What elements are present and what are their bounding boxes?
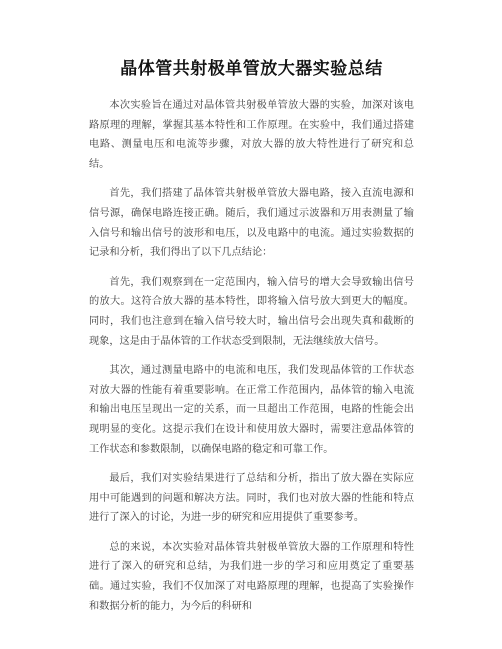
- paragraph-measurement: 其次，通过测量电路中的电流和电压，我们发现晶体管的工作状态对放大器的性能有着重要影响。在正常工作范围内，晶体管的输入电流和输出电压呈现出一定的关系，而一旦超出工作范围，电路的性能会出现明显的变化。这提示我们在设计和使用放大器时，需要注意晶体管的工作状态和参数限制，以确保电路的稳定和可靠工作。: [89, 365, 414, 455]
- paragraph-setup: 首先，我们搭建了晶体管共射极单管放大器电路，接入直流电源和信号源，确保电路连接正确。随后，我们通过示波器和万用表测量了输入信号和输出信号的波形和电压，以及电路中的电流。通过实验数据的记录和分析，我们得出了以下几点结论：: [89, 188, 414, 259]
- paragraph-analysis: 最后，我们对实验结果进行了总结和分析，指出了放大器在实际应用中可能遇到的问题和解决方法。同时，我们也对放大器的性能和特点进行了深入的讨论，为进一步的研究和应用提供了重要参考。: [89, 473, 414, 524]
- paragraph-summary: 总的来说，本次实验对晶体管共射极单管放大器的工作原理和特性进行了深入的研究和总结，为我们进一步的学习和应用奠定了重要基础。通过实验，我们不仅加深了对电路原理的理解，也提高了实验操作和数据分析的能力，为今后的科研和: [89, 541, 414, 612]
- document-title: 晶体管共射极单管放大器实验总结: [120, 59, 383, 79]
- document-body: [89, 96, 414, 616]
- paragraph-observation: 首先，我们观察到在一定范围内，输入信号的增大会导致输出信号的放大。这符合放大器的基本特性，即将输入信号放大到更大的幅度。同时，我们也注意到在输入信号较大时，输出信号会出现失真和截断的现象，这是由于晶体管的工作状态受到限制，无法继续放大信号。: [89, 276, 414, 347]
- paragraph-intro: 本次实验旨在通过对晶体管共射极单管放大器的实验，加深对该电路原理的理解，掌握其基本特性和工作原理。在实验中，我们通过搭建电路、测量电压和电流等步骤，对放大器的放大特性进行了研究和总结。: [89, 100, 414, 170]
